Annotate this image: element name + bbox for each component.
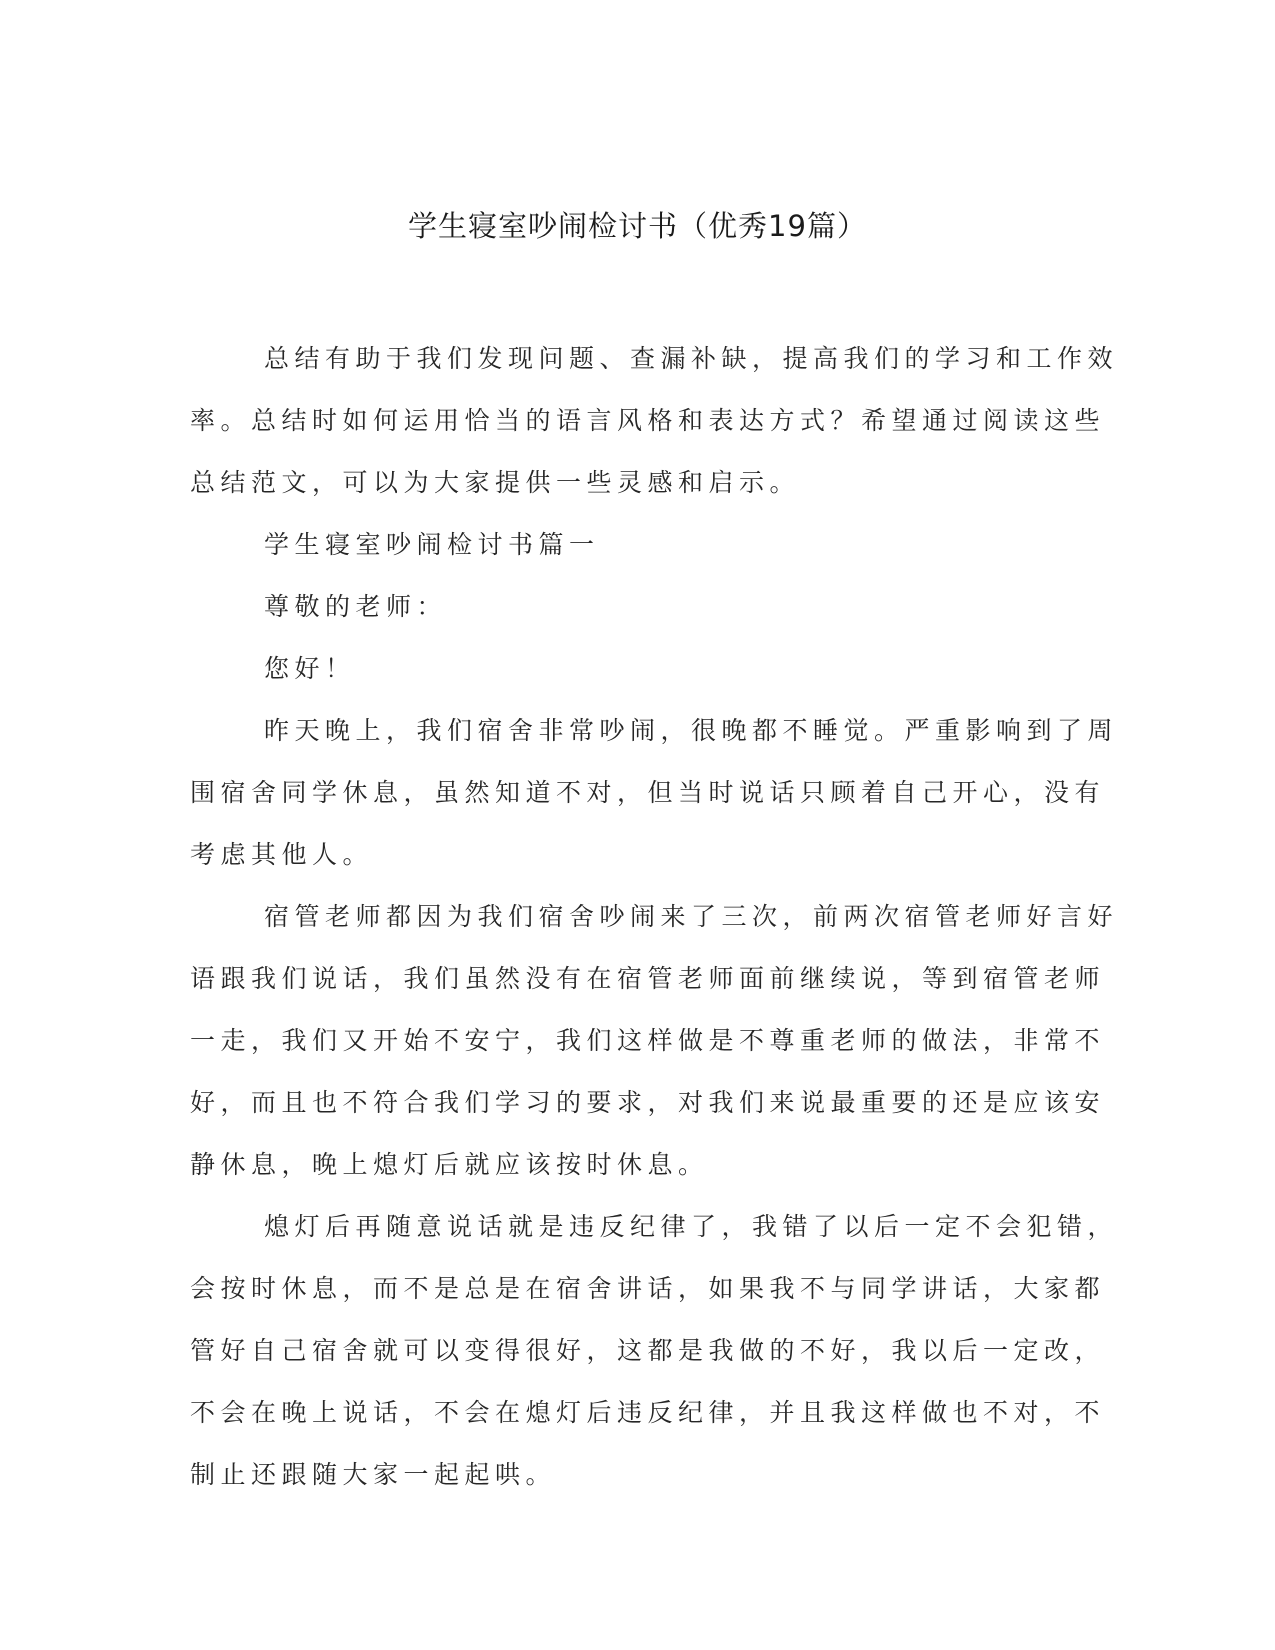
greeting	[190, 638, 1080, 700]
document-body	[190, 328, 1119, 1506]
paragraph-line: 尊敬的老师：	[264, 592, 448, 621]
paragraph-body	[190, 886, 1119, 1196]
paragraph-line: 不会在晚上说话，不会在熄灯后违反纪律，并且我这样做也不对，不	[190, 1398, 1106, 1427]
paragraph-line: 总结范文，可以为大家提供一些灵感和启示。	[190, 468, 801, 497]
paragraph-line: 昨天晚上，我们宿舍非常吵闹，很晚都不睡觉。严重影响到了周	[264, 716, 1119, 745]
paragraph-line: 会按时休息，而不是总是在宿舍讲话，如果我不与同学讲话，大家都	[190, 1274, 1106, 1303]
paragraph-line: 熄灯后再随意说话就是违反纪律了，我错了以后一定不会犯错，	[264, 1212, 1119, 1241]
paragraph-line: 围宿舍同学休息，虽然知道不对，但当时说话只顾着自己开心，没有	[190, 778, 1106, 807]
document-title: 学生寝室吵闹检讨书（优秀19篇）	[408, 209, 867, 243]
paragraph-line: 语跟我们说话，我们虽然没有在宿管老师面前继续说，等到宿管老师	[190, 964, 1106, 993]
paragraph-line: 宿管老师都因为我们宿舍吵闹来了三次，前两次宿管老师好言好	[264, 902, 1119, 931]
paragraph-line: 学生寝室吵闹检讨书篇一	[264, 530, 600, 559]
paragraph-line: 一走，我们又开始不安宁，我们这样做是不尊重老师的做法，非常不	[190, 1026, 1106, 1055]
section-heading	[190, 514, 1080, 576]
paragraph-body	[190, 1196, 1119, 1506]
paragraph-body	[190, 700, 1119, 886]
salutation	[190, 576, 1080, 638]
paragraph-line: 静休息，晚上熄灯后就应该按时休息。	[190, 1150, 709, 1179]
paragraph-line: 制止还跟随大家一起起哄。	[190, 1460, 557, 1489]
paragraph-intro	[190, 328, 1119, 514]
paragraph-line: 您好！	[264, 654, 356, 683]
paragraph-line: 率。总结时如何运用恰当的语言风格和表达方式？希望通过阅读这些	[190, 406, 1106, 435]
paragraph-line: 考虑其他人。	[190, 840, 374, 869]
paragraph-line: 总结有助于我们发现问题、查漏补缺，提高我们的学习和工作效	[264, 344, 1119, 373]
paragraph-line: 好，而且也不符合我们学习的要求，对我们来说最重要的还是应该安	[190, 1088, 1106, 1117]
paragraph-line: 管好自己宿舍就可以变得很好，这都是我做的不好，我以后一定改，	[190, 1336, 1106, 1365]
